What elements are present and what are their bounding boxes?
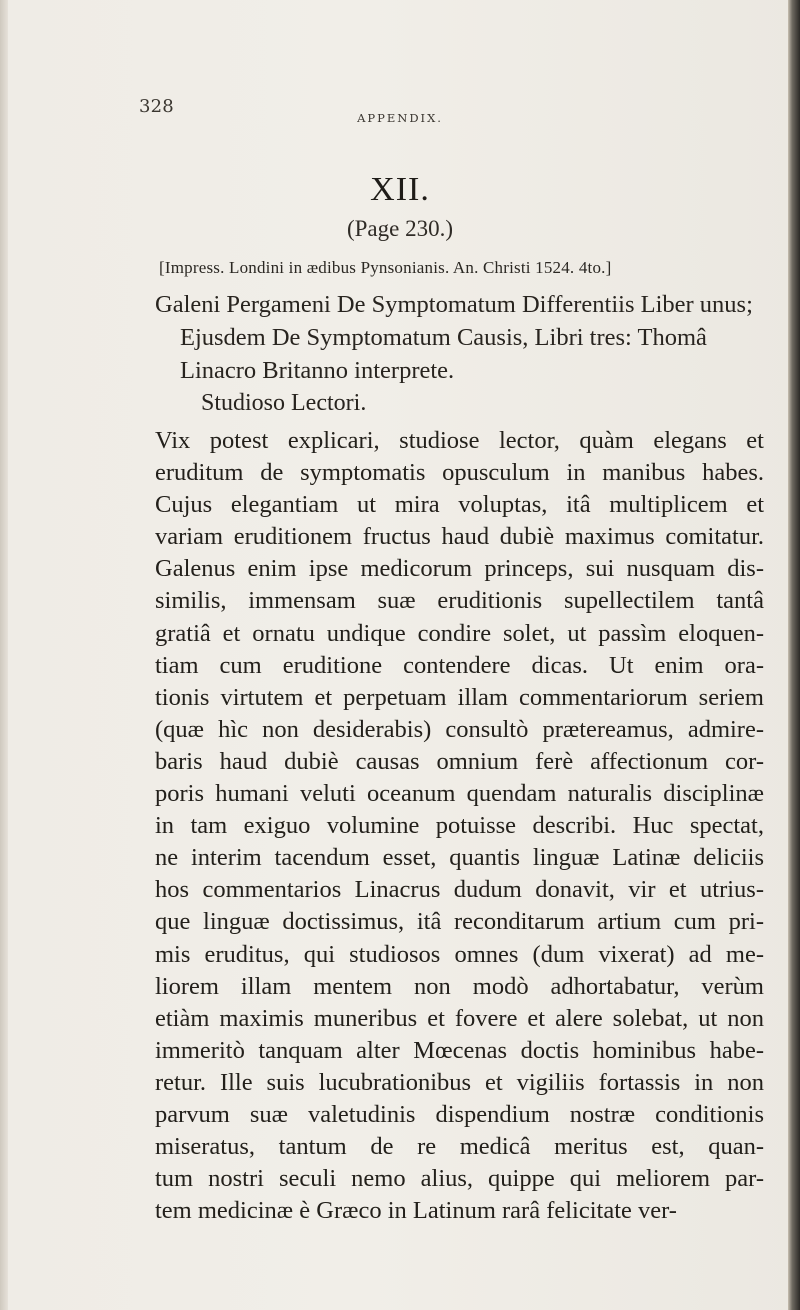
text-line: parvum suæ valetudinis dispendium nostræ conditionis xyxy=(155,1100,764,1128)
text-line: tum nostri seculi nemo alius, quippe qui meliorem par- xyxy=(155,1165,764,1193)
book-title xyxy=(155,288,762,387)
text-line: retur. Ille suis lucubrationibus et vigiliis fortassis in non xyxy=(155,1068,764,1096)
text-line: liorem illam mentem non modò adhortabatur, verùm xyxy=(155,972,764,1000)
text-line: ne interim tacendum esset, quantis linguæ Latinæ deliciis xyxy=(155,844,764,872)
text-line: in tam exiguo volumine potuisse describi. Huc spectat, xyxy=(155,812,764,840)
text-line: poris humani veluti oceanum quendam naturalis disciplinæ xyxy=(155,780,764,808)
book-title-line-2: Ejusdem De Symptomatum Causis, Libri tres: Thomâ Linacro Britanno interprete. xyxy=(180,324,707,384)
text-line: baris haud dubiè causas omnium ferè affectionum cor- xyxy=(155,747,764,775)
text-line: similis, immensam suæ eruditionis supellectilem tantâ xyxy=(155,587,764,615)
imprint-note: [Impress. Londini in ædibus Pynsonianis. An. Christi 1524. 4to.] xyxy=(159,258,612,277)
text-line: variam eruditionem fructus haud dubiè maximus comitatur. xyxy=(155,523,764,551)
body-text xyxy=(155,425,764,1227)
page-number: 328 xyxy=(139,96,174,117)
dedication-heading: Studioso Lectori. xyxy=(201,390,367,416)
text-line: hos commentarios Linacrus dudum donavit, vir et utrius- xyxy=(155,876,764,904)
book-title-line-1: Galeni Pergameni De Symptomatum Differentiis Liber unus; xyxy=(155,291,753,318)
text-line: etiàm maximis muneribus et fovere et alere solebat, ut non xyxy=(155,1004,764,1032)
section-title: XII. xyxy=(370,171,430,208)
text-line: miseratus, tantum de re medicâ meritus est, quan- xyxy=(155,1133,764,1161)
text-line: immeritò tanquam alter Mœcenas doctis hominibus habe- xyxy=(155,1036,764,1064)
text-line: gratiâ et ornatu undique condire solet, ut passìm eloquen- xyxy=(155,619,764,647)
text-line: tem medicinæ è Græco in Latinum rarâ felicitate ver- xyxy=(155,1197,677,1225)
text-line: eruditum de symptomatis opusculum in manibus habes. xyxy=(155,459,764,487)
running-head: APPENDIX. xyxy=(357,111,443,125)
text-line: que linguæ doctissimus, itâ reconditarum artium cum pri- xyxy=(155,908,764,936)
page-reference: (Page 230.) xyxy=(346,216,454,241)
text-line: mis eruditus, qui studiosos omnes (dum vixerat) ad me- xyxy=(155,940,764,968)
text-line: Galenus enim ipse medicorum princeps, sui nusquam dis- xyxy=(155,555,764,583)
text-line: (quæ hìc non desiderabis) consultò prætereamus, admire- xyxy=(155,715,764,743)
text-line: tionis virtutem et perpetuam illam commentariorum seriem xyxy=(155,683,764,711)
text-line: Vix potest explicari, studiose lector, quàm elegans et xyxy=(155,427,764,454)
text-line: tiam cum eruditione contendere dicas. Ut enim ora- xyxy=(155,651,764,679)
text-line: Cujus elegantiam ut mira voluptas, itâ multiplicem et xyxy=(155,491,764,519)
